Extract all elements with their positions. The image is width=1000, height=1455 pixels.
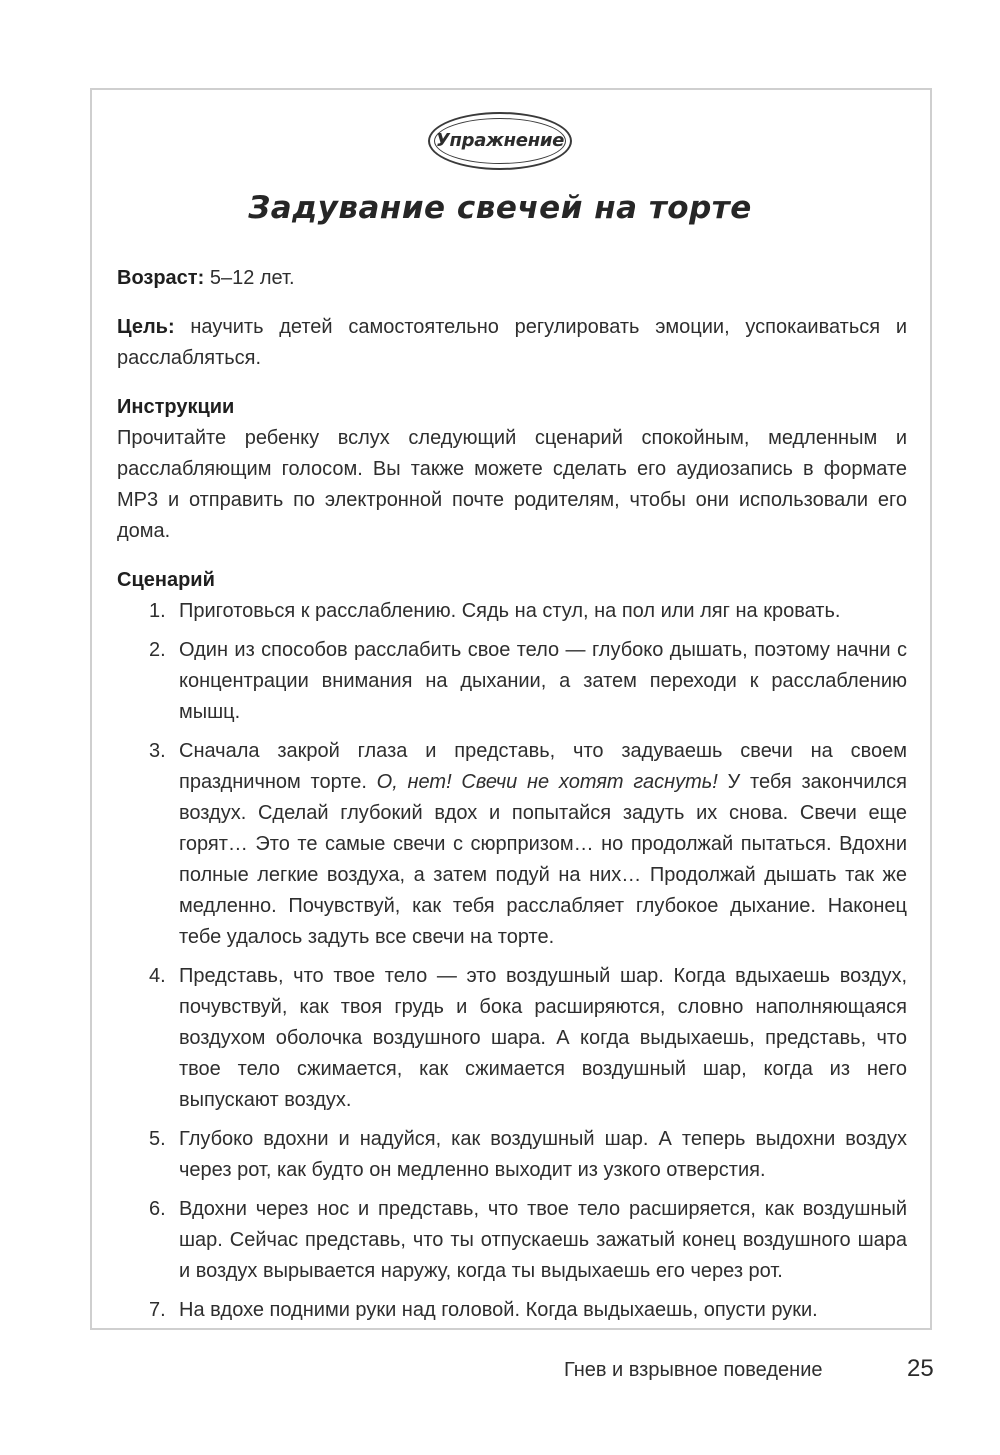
list-item <box>117 1194 907 1287</box>
step-text: У тебя закончился воздух. Сделай глубокий вдох и попытайся задуть их снова. Свечи еще горят… Это те самые свечи с сюрпризом… но продолжай пытаться. Вдохни полные легкие воздуха, а затем подуй на них… Продолжай дышать так же медленно. Почувствуй, как тебя расслабляет глубокое дыхание. Наконец тебе удалось задуть все свечи на торте. <box>179 771 907 948</box>
scenario-steps <box>117 596 907 1326</box>
step-number: 1. <box>149 600 166 622</box>
step-text: Приготовься к расслаблению. Сядь на стул, на пол или ляг на кровать. <box>179 600 841 622</box>
step-text: На вдохе подними руки над головой. Когда выдыхаешь, опусти руки. <box>179 1299 818 1321</box>
list-item <box>117 1295 907 1326</box>
step-text: Глубоко вдохни и надуйся, как воздушный шар. А теперь выдохни воздух через рот, как будто он медленно выходит из узкого отверстия. <box>179 1128 907 1181</box>
step-number: 7. <box>149 1299 166 1321</box>
footer-section-title: Гнев и взрывное поведение <box>564 1359 823 1381</box>
age-label: Возраст: <box>117 267 205 289</box>
step-text: Представь, что твое тело — это воздушный шар. Когда вдыхаешь воздух, почувствуй, как твоя грудь и бока расширяются, словно наполняющаяся воздухом оболочка воздушного шара. А когда выдыхаешь, представь, что твое тело сжимается, как сжимается воздушный шар, когда из него выпускают воздух. <box>179 965 907 1111</box>
exercise-body <box>117 263 907 1334</box>
step-text: Один из способов расслабить свое тело — глубоко дышать, поэтому начни с концентрации внимания на дыхании, а затем переходи к расслаблению мышц. <box>179 639 907 723</box>
page-number: 25 <box>907 1355 934 1382</box>
goal-line <box>117 312 907 374</box>
age-line <box>117 263 907 294</box>
badge-label: Упражнение <box>435 130 565 151</box>
step-text: Сначала закрой глаза и представь, что задуваешь свечи на своем праздничном торте. <box>179 740 907 793</box>
exercise-badge <box>428 112 572 170</box>
list-item <box>117 596 907 627</box>
exercise-title: Задувание свечей на торте <box>248 190 752 226</box>
badge-container <box>0 112 1000 175</box>
list-item <box>117 635 907 728</box>
age-value: 5–12 лет. <box>204 267 295 289</box>
instructions-text: Прочитайте ребенку вслух следующий сценарий спокойным, медленным и расслабляющим голосом. Вы также можете сделать его аудиозапись в формате MP3 и отправить по электронной почте родителям, чтобы они использовали его дома. <box>117 427 907 542</box>
step-text-italic: О, нет! Свечи не хотят гаснуть! <box>376 771 718 793</box>
scenario-heading: Сценарий <box>117 569 215 591</box>
step-number: 6. <box>149 1198 166 1220</box>
step-number: 4. <box>149 965 166 987</box>
list-item <box>117 736 907 953</box>
step-number: 2. <box>149 639 166 661</box>
step-number: 3. <box>149 740 166 762</box>
step-text: Вдохни через нос и представь, что твое тело расширяется, как воздушный шар. Сейчас представь, что ты отпускаешь зажатый конец воздушного шара и воздух вырывается наружу, когда ты выдыхаешь его через рот. <box>179 1198 907 1282</box>
list-item <box>117 1124 907 1186</box>
instructions-heading: Инструкции <box>117 396 235 418</box>
goal-label: Цель: <box>117 316 175 338</box>
step-number: 5. <box>149 1128 166 1150</box>
goal-value: научить детей самостоятельно регулировать эмоции, успокаиваться и расслабляться. <box>117 316 907 369</box>
list-item <box>117 961 907 1116</box>
